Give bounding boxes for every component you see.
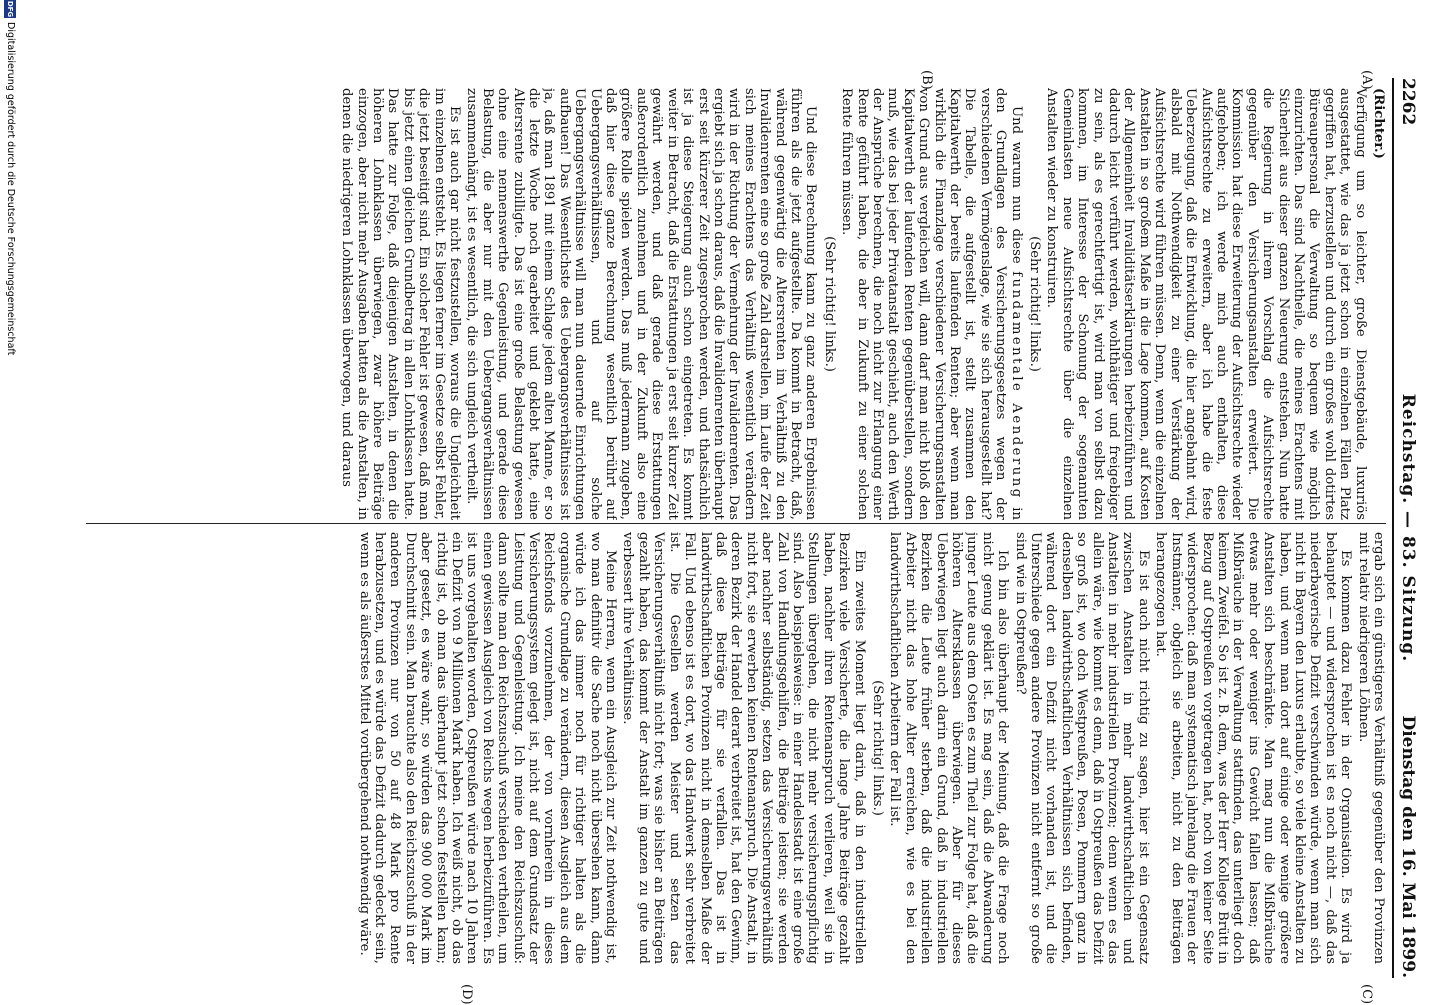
interjection: (Sehr richtig! links.): [1027, 236, 1043, 372]
dfg-logo: DFG: [6, 0, 14, 18]
interjection: (Sehr richtig! links.): [821, 236, 837, 372]
page-title: Reichstag. — 83. Sitzung.: [1398, 393, 1418, 663]
margin-marker-b: (B): [919, 70, 934, 90]
paragraph-lead: Und warum nun diese: [1008, 106, 1024, 264]
margin-marker-a: (A): [1359, 70, 1374, 90]
paragraph: Es ist auch nicht richtig zu sagen, hier ist ein Gegensatz zwischen Anstalten in mehr landwirthschaftlichen und Anstalten in mehr industriellen Provinzen; denn wenn es das allein wäre, wie kommt es denn, daß in Ostpreußen das Defizit so groß ist, wo doch Westpreußen, Posen, Pommern ganz in denselben landwirthschaftlichen Verhältnissen sich befinden, während dort ein Defizit nicht vorhanden ist, und die Unterschiede gegen andere Provinzen nicht entfernt so große sind wie in Ostpreußen?: [1012, 532, 1151, 964]
left-column: [86, 88, 1386, 520]
speaker-name: (Richter.): [1371, 88, 1386, 159]
paragraph: Verfügung um so leichter, große Dienstgebäude, luxuriös ausgestattet, wie das ja jetzt schon in einzelnen Fällen Platz gegriffen hat, herzustellen und durch ein großes wohl dotirtes Büreaupersonal die Verwaltung so bequem wie möglich einzurichten. Das sind Nachtheile, die meines Erachtens mit Sicherheit aus dieser ganzen Neuerung entstehen. Nun hatte die Regierung in ihrem Vorschlag die Aufsichtsrechte gegenüber den Versicherungsanstalten erweitert. Die Kommission hat diese Erweiterung der Aufsichtsrechte wieder aufgehoben; ich werde mich auch enthalten, diese Aufsichtsrechte zu erweitern, aber ich habe die feste Ueberzeugung, daß die Entwicklung, die hier angebahnt wird, alsbald mit Nothwendigkeit zu einer Verstärkung der Aufsichtsrechte wird führen müssen. Denn, wenn die einzelnen Anstalten in so großem Maße in die Lage kommen, auf Kosten der Allgemeinheit Invaliditätserklärungen herbeizuführen und dadurch leicht verführt werden, wohlthätiger und freigebiger zu sein, als es gerechtfertigt ist, wird man von selbst dazu kommen, im Interesse der Schonung der sogenannten Gemeinlasten neue Aufsichtsrechte über die einzelnen Anstalten wieder zu konstruiren.: [1044, 88, 1368, 520]
paragraph: Es kommen dazu Fehler in der Organisation. Es wird ja behauptet — und widersprochen ist es noch nicht —, daß das niederbayerische Defizit verschwinden würde, wenn man sich nicht in Bayern den Luxus erlaubte, so viele kleine Anstalten zu haben, und wenn man dort auf einige oder wenige größere Anstalten sich beschränkte. Man mag nun die Mißbräuche etwas mehr oder weniger ins Gewicht fallen lassen; daß Mißbräuche in der Verwaltung stattfinden, das unterliegt doch keinem Zweifel. So ist z. B. dem, was der Herr Kollege Brütt in Bezug auf Ostpreußen vorgetragen hat, noch von keiner Seite widersprochen: daß man systematisch jahrelang die Frauen der Instmänner, obgleich sie arbeiten, nicht zu den Beiträgen herangezogen hat.: [1153, 532, 1354, 964]
paragraph: Es ist auch gar nicht festzustellen, woraus die Ungleichheit im einzelnen entsteht. Es liegen ferner im Gesetze selbst Fehler, die jetzt beseitigt sind. Ein solcher Fehler ist gewesen, daß man bis jetzt einen gleichen Grundbetrag in allen Lohnklassen hatte. Das hatte zur Folge, daß diejenigen Anstalten, in denen die höheren Lohnklassen überwiegen, zwar höhere Beiträge einzogen, aber nicht mehr Ausgaben hatten als die Anstalten, in denen die niedrigeren Lohnklassen überwogen, und daraus: [339, 88, 463, 520]
interjection: (Sehr richtig! links.): [870, 680, 885, 816]
right-column: [86, 532, 1386, 964]
paragraph: Ich bin also überhaupt der Meinung, daß die Frage noch nicht genug geklärt ist. Es mag sein, daß die Abwanderung junger Leute aus dem Osten es zum Theil zur Folge hat, daß die höheren Altersklassen überwiegen. Aber für dieses Ueberwiegen liegt auch darin ein Grund, daß in industriellen Bezirken die Leute früher sterben, daß die industriellen Arbeiter nicht das hohe Alter erreichen, wie es bei den landwirthschaftlichen Arbeitern der Fall ist.: [887, 532, 1011, 964]
paragraph: Meine Herren, wenn ein Ausgleich zur Zeit nothwendig ist, wo man definitiv die Sache noch nicht übersehen kann, dann würde ich das immer noch für richtiger halten als die organische Grundlage zu verändern, diesen Ausgleich aus dem Reichsfonds vorzunehmen, der von vornherein in dieses Versicherungssystem gelegt ist, nicht auf dem Grundsatz der Leistung und Gegenleistung. Ich meine den Reichszuschuß: dann sollte man den Reichszuschuß verschieden vertheilen, um einen gewissen Ausgleich von Reichs wegen herbeizuführen. Es ist uns vorgehalten worden, Ostpreußen würde nach 10 Jahren ein Defizit von 9 Millionen Mark haben. Ich weiß nicht, ob das richtig ist, ob man das überhaupt jetzt schon feststellen kann; aber gesetzt, es wäre wahr, so würden das 900 000 Mark im Durchschnitt sein. Man brauchte also den Reichszuschuß in der anderen Provinzen nur von 50 auf 48 Mark pro Rente herabzusetzen, und es würde das Defizit dadurch gedeckt sein, wenn es als äußerstes Mittel vorübergehend nothwendig wäre.: [356, 532, 619, 964]
emphasized-phrase: fundamentale Aenderung: [1008, 271, 1024, 500]
digitization-footer: [2, 0, 16, 1000]
paragraph: Und diese Berechnung kann zu ganz anderen Ergebnissen führen als die jetzt aufgestellte. Da kommt in Betracht, daß, während gegenwärtig die Altersrenten im Verhältniß zu den Invalidenrenten eine so große Zahl darstellen, im Laufe der Zeit sich meines Erachtens das Verhältniß wesentlich verändern wird in der Richtung der Vermehrung der Invalidenrenten. Das ergiebt sich ja schon daraus, daß die Invalidenrenten überhaupt erst seit kürzerer Zeit zugesprochen werden, und thatsächlich ist ja diese Steigerung auch schon eingetreten. Es kommt weiter in Betracht, daß die Erstattungen ja erst seit kurzer Zeit gewährt werden, und daß gerade diese Erstattungen außerordentlich zunehmen und in der Zukunft also eine größere Rolle spielen werden. Das muß jedermann zugeben, daß hier diese ganze Berechnung wesentlich berührt auf Uebergangsverhältnissen, und auf solche Uebergangsverhältnisse will man nun dauernde Einrichtungen aufbauen! Das Wesentlichste des Uebergangsverhältnisses ist ja, daß man 1891 mit einem Schlage jedem alten Manne, er so die letzte Woche noch gearbeitet und geklebt hatte, eine Altersrente zubilligte. Das ist eine große Belastung gewesen ohne eine nennenswerthe Gegenleistung, und gerade diese Belastung, die aber nur mit den Uebergangsverhältnissen zusammenhängt, ist es wesentlich, die sich ungleich vertheilt.: [464, 88, 819, 520]
margin-marker-c: (C): [1359, 984, 1374, 1005]
footer-text: Digitalisierung gefördert durch die Deutsche Forschungsgemeinschaft: [5, 22, 16, 356]
margin-marker-d: (D): [459, 984, 474, 1005]
paragraph: ergab sich ein günstigeres Verhältniß gegenüber den Provinzen mit relativ niedrigeren Löhnen.: [1355, 532, 1386, 964]
session-date: Dienstag den 16. Mai 1899.: [1398, 715, 1418, 978]
paragraph: Ein zweites Moment liegt darin, daß in den industriellen Bezirken viele Versicherte, die lange Jahre Beiträge gezahlt haben, nachher ihren Rentenanspruch verlieren, weil sie in Stellungen übergehen, die nicht mehr versicherungspflichtig sind. Also beispielsweise: in einer Handelsstadt ist eine große Zahl von Handlungsgehilfen, die Beiträge leisten; sie werden aber nachher selbständig, setzen das Versicherungsverhältniß nicht fort, sie erwerben keinen Rentenanspruch. Die Anstalt, in deren Bezirk der Handel derart verbreitet ist, hat den Gewinn, daß diese Beiträge für sie verfallen. Das ist in landwirthschaftlichen Provinzen nicht in demselben Maße der Fall. Und ebenso ist es dort, wo das Handwerk sehr verbreitet ist. Die Gesellen werden Meister und setzen das Versicherungsverhältniß nicht fort; was sie bisher an Beiträgen gezahlt haben, das kommt der Anstalt im ganzen zu gute und verbessert ihre Verhältnisse.: [620, 532, 867, 964]
page-header: [1392, 78, 1420, 978]
column-divider: [86, 523, 1386, 524]
paragraph: [839, 88, 1024, 520]
page-number: 2262: [1398, 78, 1418, 126]
paragraph-body: in den Grundlagen des Versicherungsgesetzes wegen der verschiedenen Vermögenslage, wie sie sich herausgestellt hat? Die Tabelle, die aufgestellt ist, stellt zusammen den Kapitalwerth der bereits laufenden Renten; aber wenn man wirklich die Finanzlage verschiedener Versicherungsanstalten von Grund aus vergleichen will, dann darf man nicht bloß den Kapitalwerth der laufenden Renten gegenüberstellen, sondern muß, wie das bei jeder Privatanstalt geschieht, auch den Werth der Ansprüche berechnen, die noch nicht zur Erlangung einer Rente geführt haben, die aber in Zukunft zu einer solchen Rente führen müssen.: [839, 88, 1024, 520]
